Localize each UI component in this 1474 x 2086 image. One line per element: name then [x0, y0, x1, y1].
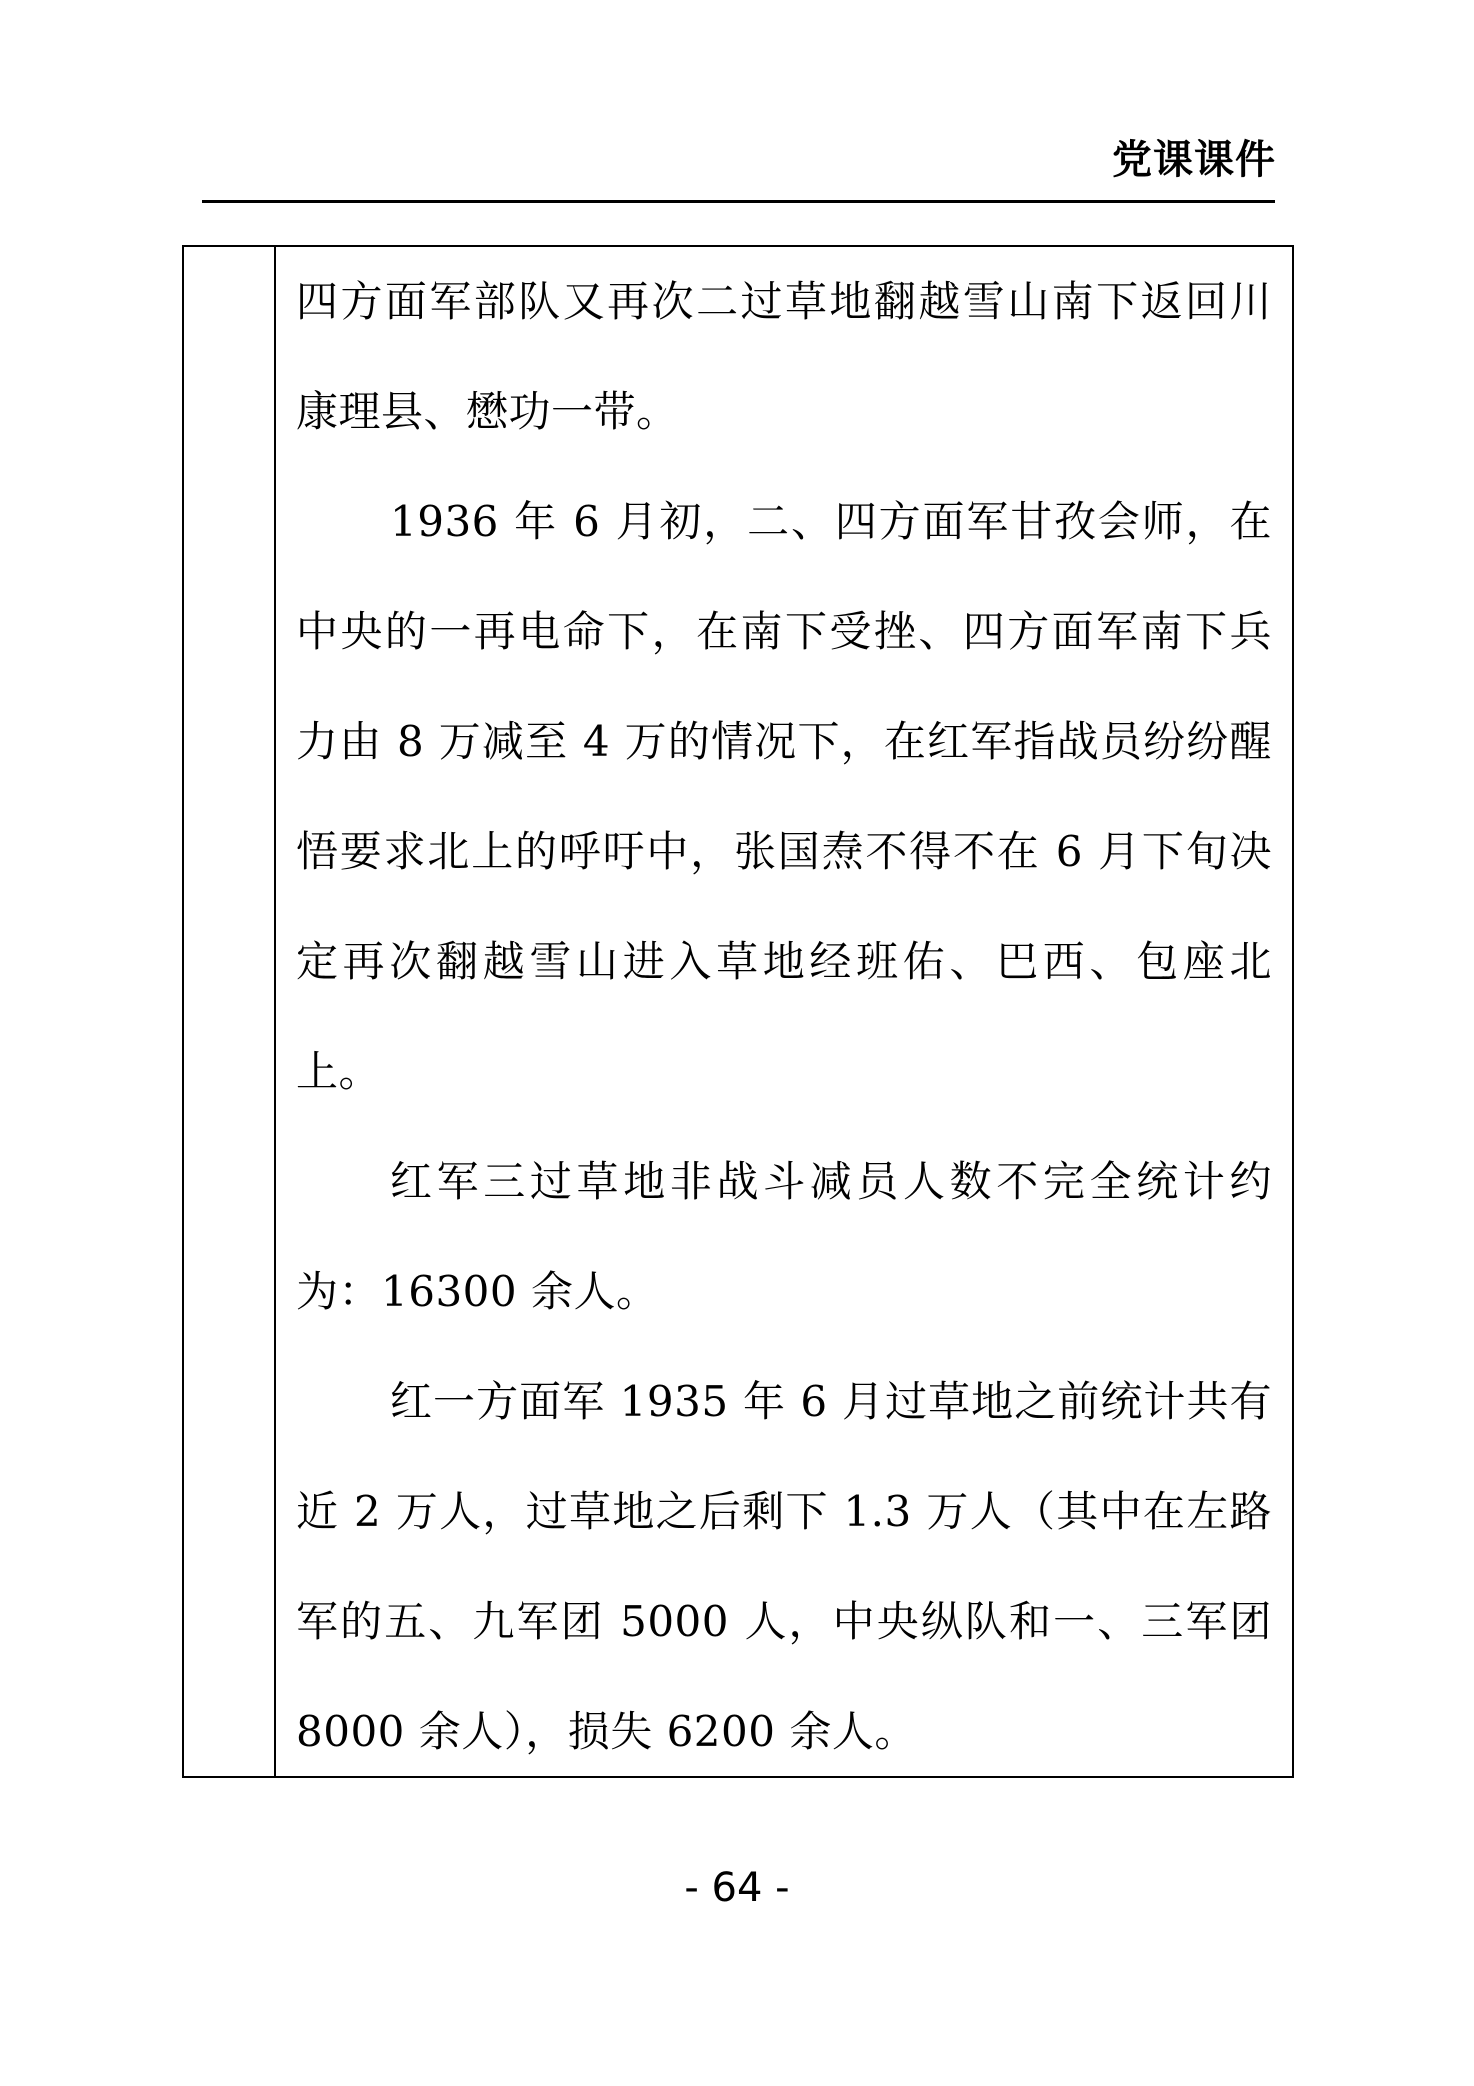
paragraph-first-front-army: 红一方面军 1935 年 6 月过草地之前统计共有近 2 万人，过草地之后剩下 1.3 万人（其中在左路军的五、九军团 5000 人，中央纵队和一、三军团 8000 余人），损失 6200 余人。 [296, 1377, 1272, 1756]
table-column-divider [274, 247, 276, 1776]
document-header-title: 党课课件 [1112, 137, 1276, 183]
table-text-cell [296, 247, 1272, 1787]
header-divider-line [202, 200, 1275, 203]
content-table [182, 245, 1294, 1778]
paragraph-continuation: 四方面军部队又再次二过草地翻越雪山南下返回川康理县、懋功一带。 [296, 277, 1272, 436]
paragraph-casualty-summary: 红军三过草地非战斗减员人数不完全统计约为：16300 余人。 [296, 1157, 1272, 1316]
paragraph-1936-meeting: 1936 年 6 月初，二、四方面军甘孜会师，在中央的一再电命下，在南下受挫、四方面军南下兵力由 8 万减至 4 万的情况下，在红军指战员纷纷醒悟要求北上的呼吁中，张国焘不得不在 6 月下旬决定再次翻越雪山进入草地经班佑、巴西、包座北上。 [296, 497, 1272, 1096]
page-number: - 64 - [684, 1865, 790, 1911]
